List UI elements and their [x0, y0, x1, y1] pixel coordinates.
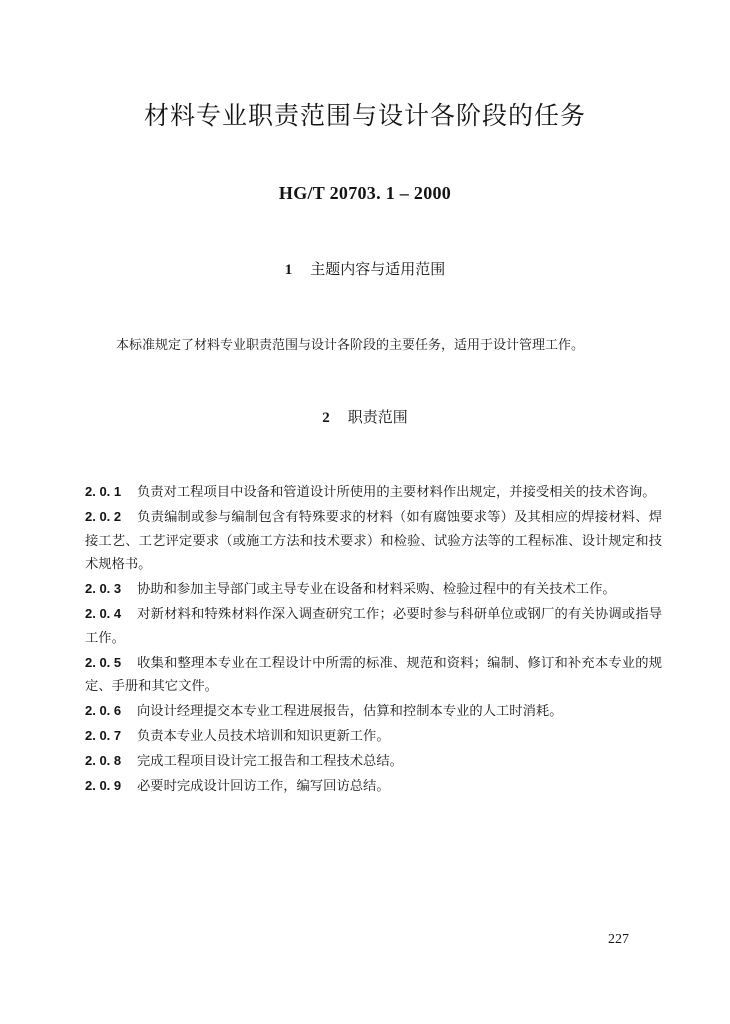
section-2-heading: [0, 406, 730, 427]
clause-2-0-5: [85, 651, 662, 700]
clause-number: 2. 0. 9: [85, 777, 122, 793]
section-1-title: 主题内容与适用范围: [310, 260, 446, 278]
scope-paragraph: 本标准规定了材料专业职责范围与设计各阶段的主要任务，适用于设计管理工作。: [116, 338, 585, 353]
clause-text: 协助和参加主导部门或主导专业在设备和材料采购、检验过程中的有关技术工作。: [137, 582, 616, 598]
clause-number: 2. 0. 1: [85, 484, 122, 499]
section-1-number: 1: [284, 262, 293, 278]
clause-2-0-8: [85, 749, 662, 774]
clause-text: 收集和整理本专业在工程设计中所需的标准、规范和资料；编制、修订和补充本专业的规定、手册和其它文件。: [85, 655, 662, 695]
clause-number: 2. 0. 2: [85, 508, 122, 524]
clause-2-0-3: [85, 577, 662, 602]
clause-text: 必要时完成设计回访工作，编写回访总结。: [137, 778, 390, 794]
clause-list: [85, 480, 662, 798]
clause-2-0-4: [85, 602, 662, 651]
clause-number: 2. 0. 8: [85, 752, 122, 768]
section-2-number: 2: [322, 410, 330, 426]
standard-code: HG/T 20703. 1 – 2000: [278, 183, 452, 203]
clause-number: 2. 0. 6: [85, 703, 122, 719]
clause-2-0-2: [85, 505, 662, 577]
section-1-heading: [0, 258, 730, 279]
clause-2-0-9: [85, 774, 662, 799]
section-2-title: 职责范围: [347, 408, 408, 426]
clause-2-0-1: [85, 480, 662, 505]
clause-2-0-6: [85, 699, 662, 724]
clause-text: 负责本专业人员技术培训和知识更新工作。: [137, 728, 390, 744]
clause-number: 2. 0. 5: [85, 654, 122, 670]
clause-text: 负责对工程项目中设备和管道设计所使用的主要材料作出规定，并接受相关的技术咨询。: [137, 485, 656, 500]
clause-number: 2. 0. 7: [85, 727, 122, 743]
clause-text: 对新材料和特殊材料作深入调查研究工作；必要时参与科研单位或钢厂的有关协调或指导工作。: [85, 606, 662, 646]
clause-2-0-7: [85, 724, 662, 749]
clause-number: 2. 0. 3: [85, 581, 122, 597]
page-number: 227: [608, 932, 629, 947]
clause-number: 2. 0. 4: [85, 605, 122, 621]
clause-text: 向设计经理提交本专业工程进展报告，估算和控制本专业的人工时消耗。: [137, 704, 563, 720]
clause-text: 完成工程项目设计完工报告和工程技术总结。: [137, 753, 403, 769]
clause-text: 负责编制或参与编制包含有特殊要求的材料（如有腐蚀要求等）及其相应的焊接材料、焊接工艺、工艺评定要求（或施工方法和技术要求）和检验、试验方法等的工程标准、设计规定和技术规格书。: [85, 509, 662, 573]
document-title: 材料专业职责范围与设计各阶段的任务: [143, 101, 586, 130]
